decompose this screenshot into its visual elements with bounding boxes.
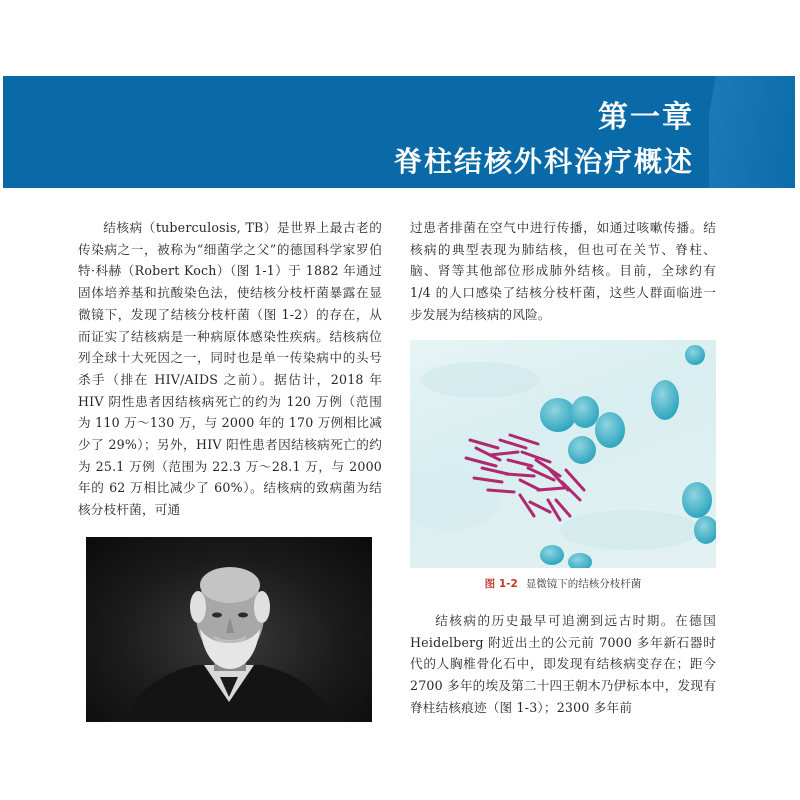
figure-caption-text: 显微镜下的结核分枝杆菌: [525, 578, 642, 590]
left-column-text: 结核病（tuberculosis, TB）是世界上最古老的传染病之一，被称为“细菌学之父”的德国科学家罗伯特·科赫（Robert Koch）（图 1-1）于 1882 年通过固体培养基和抗酸染色法，使结核分枝杆菌暴露在显微镜下，发现了结核分枝杆菌（图 1-2）的存在，从而证实了结核病是一种病原体感染性疾病。结核病位列全球十大死因之一，同时也是单一传染病中的头号杀手（排在 HIV/AIDS 之前）。据估计，2018 年 HIV 阴性患者因结核病死亡的约为 120 万例（范围为 110 万～130 万，与 2000 年的 170 万例相比减少了 29%）；另外，HIV 阳性患者因结核病死亡的约为 25.1 万例（范围为 22.3 万～28.1 万，与 2000 年的 62 万相比减少了 60%）。结核病的致病菌为结核分枝杆菌，可通: [78, 220, 382, 518]
chapter-title: 脊柱结核外科治疗概述: [393, 145, 694, 178]
figure-label: 图 1-2: [484, 578, 518, 590]
right-column-text-bottom: 结核病的历史最早可追溯到远古时期。在德国 Heidelberg 附近出土的公元前 7000 多年新石器时代的人胸椎骨化石中，即发现有结核病变存在；距今 2700 多年的埃及第二十四王朝木乃伊标本中，发现有脊柱结核痕迹（图 1-3）；2300 多年前: [410, 613, 716, 715]
figure-caption: [410, 576, 716, 591]
bacteria-illustration: [410, 340, 716, 568]
banner-accent: [709, 76, 795, 188]
right-column-text-top: 过患者排菌在空气中进行传播，如通过咳嗽传播。结核病的典型表现为肺结核，但也可在关节、脊柱、脑、肾等其他部位形成肺外结核。目前，全球约有 1/4 的人口感染了结核分枝杆菌，这些人群面临进一步发展为结核病的风险。: [410, 220, 716, 322]
portrait-illustration: [86, 537, 372, 722]
robert-koch-portrait: [86, 537, 372, 722]
microscope-image: [410, 340, 716, 568]
chapter-number: 第一章: [598, 100, 694, 135]
